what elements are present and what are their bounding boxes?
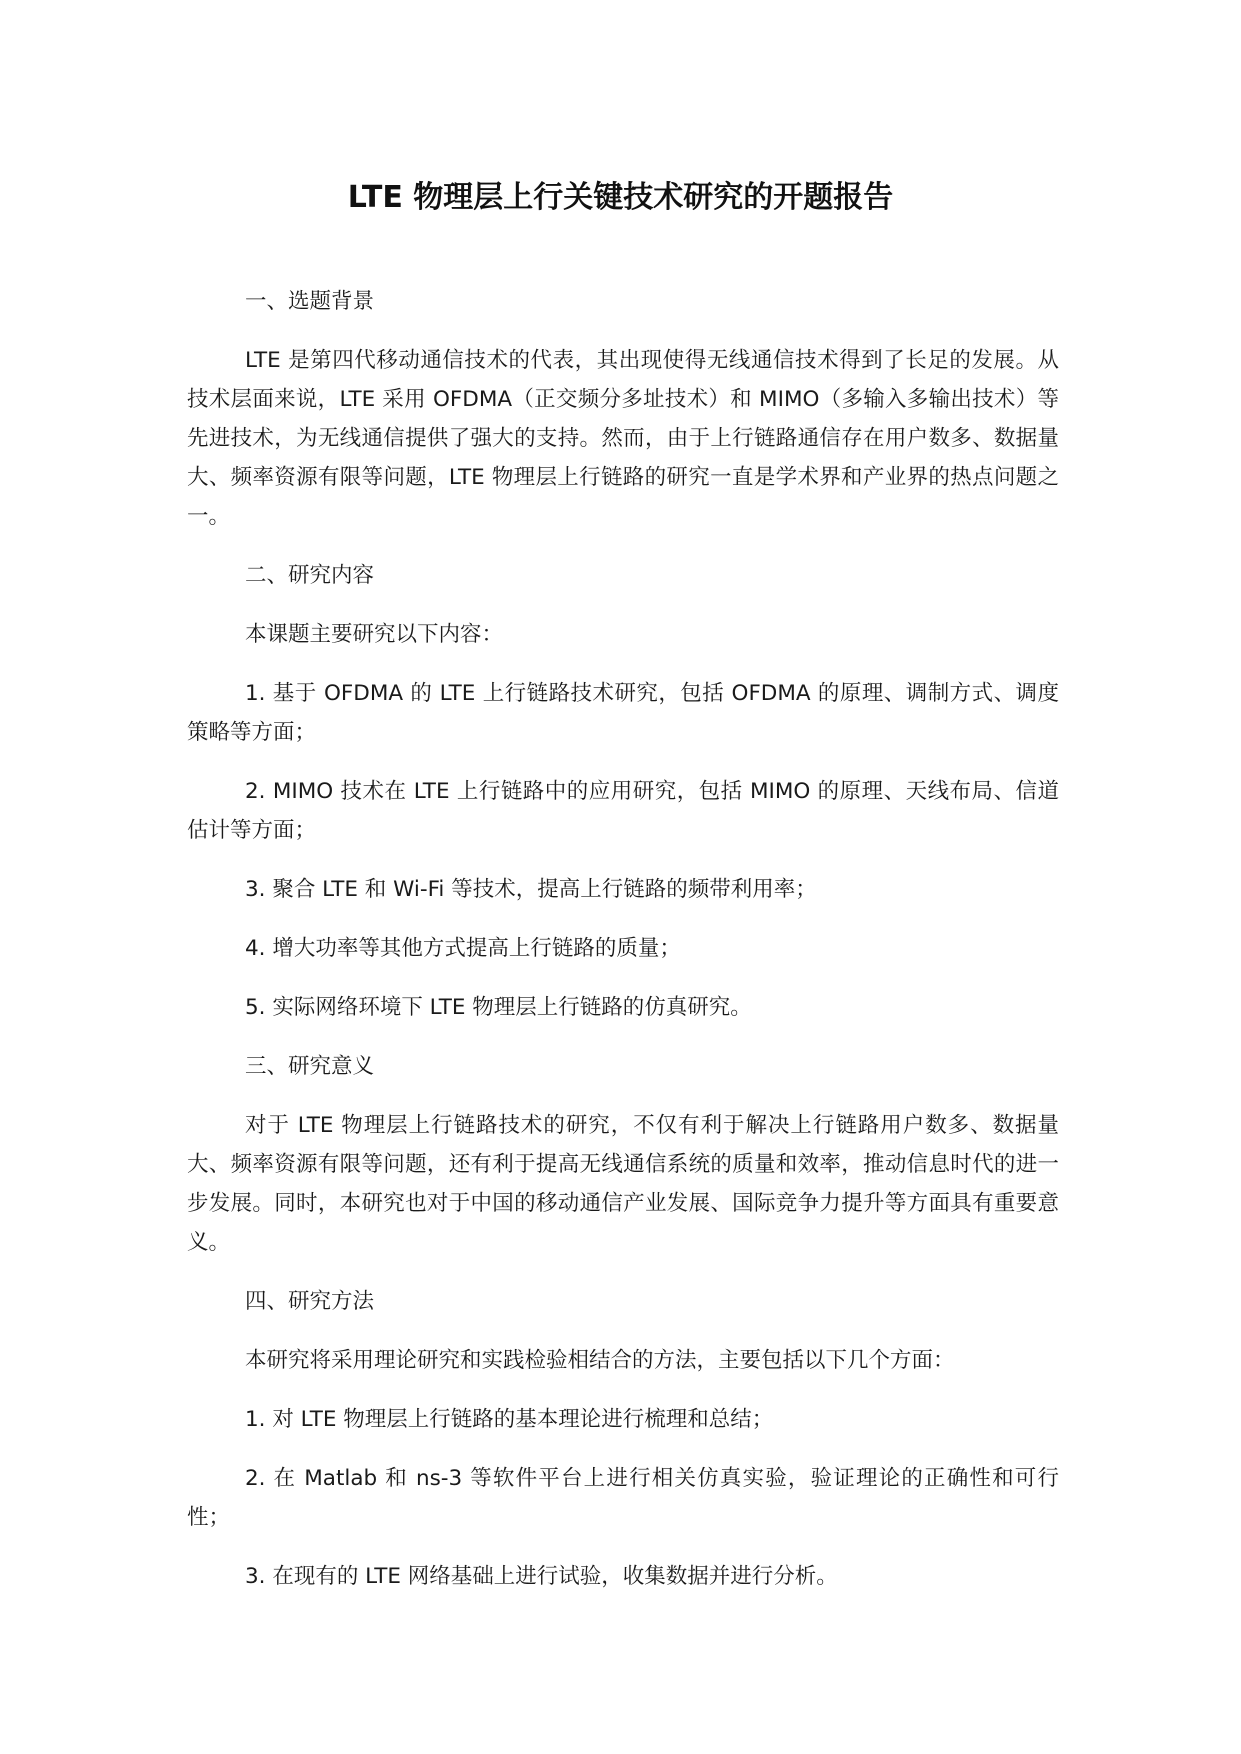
- document-body: [187, 282, 1059, 1616]
- heading-research-content: 二、研究内容: [245, 563, 375, 588]
- heading-background: 一、选题背景: [245, 289, 375, 314]
- content-item-5: 5. 实际网络环境下 LTE 物理层上行链路的仿真研究。: [245, 995, 752, 1020]
- paragraph-content-intro: 本课题主要研究以下内容：: [245, 622, 504, 647]
- content-item-1: 1. 基于 OFDMA 的 LTE 上行链路技术研究，包括 OFDMA 的原理、调制方式、调度策略等方面；: [187, 681, 1059, 745]
- heading-significance: 三、研究意义: [245, 1054, 375, 1079]
- method-item-3: 3. 在现有的 LTE 网络基础上进行试验，收集数据并进行分析。: [245, 1564, 838, 1589]
- method-item-1: 1. 对 LTE 物理层上行链路的基本理论进行梳理和总结；: [245, 1407, 774, 1432]
- content-item-3: 3. 聚合 LTE 和 Wi-Fi 等技术，提高上行链路的频带利用率；: [245, 877, 817, 902]
- paragraph-methods-intro: 本研究将采用理论研究和实践检验相结合的方法，主要包括以下几个方面：: [245, 1348, 955, 1373]
- content-item-4: 4. 增大功率等其他方式提高上行链路的质量；: [245, 936, 681, 961]
- paragraph-background: LTE 是第四代移动通信技术的代表，其出现使得无线通信技术得到了长足的发展。从技术层面来说，LTE 采用 OFDMA（正交频分多址技术）和 MIMO（多输入多输出技术）等先进技术，为无线通信提供了强大的支持。然而，由于上行链路通信存在用户数多、数据量大、频率资源有限等问题，LTE 物理层上行链路的研究一直是学术界和产业界的热点问题之一。: [187, 348, 1059, 529]
- document-title: LTE 物理层上行关键技术研究的开题报告: [347, 180, 894, 215]
- heading-methods: 四、研究方法: [245, 1289, 375, 1314]
- method-item-2: 2. 在 Matlab 和 ns-3 等软件平台上进行相关仿真实验，验证理论的正确性和可行性；: [187, 1466, 1059, 1530]
- paragraph-significance: 对于 LTE 物理层上行链路技术的研究，不仅有利于解决上行链路用户数多、数据量大、频率资源有限等问题，还有利于提高无线通信系统的质量和效率，推动信息时代的进一步发展。同时，本研究也对于中国的移动通信产业发展、国际竞争力提升等方面具有重要意义。: [187, 1113, 1059, 1255]
- content-item-2: 2. MIMO 技术在 LTE 上行链路中的应用研究，包括 MIMO 的原理、天线布局、信道估计等方面；: [187, 779, 1059, 843]
